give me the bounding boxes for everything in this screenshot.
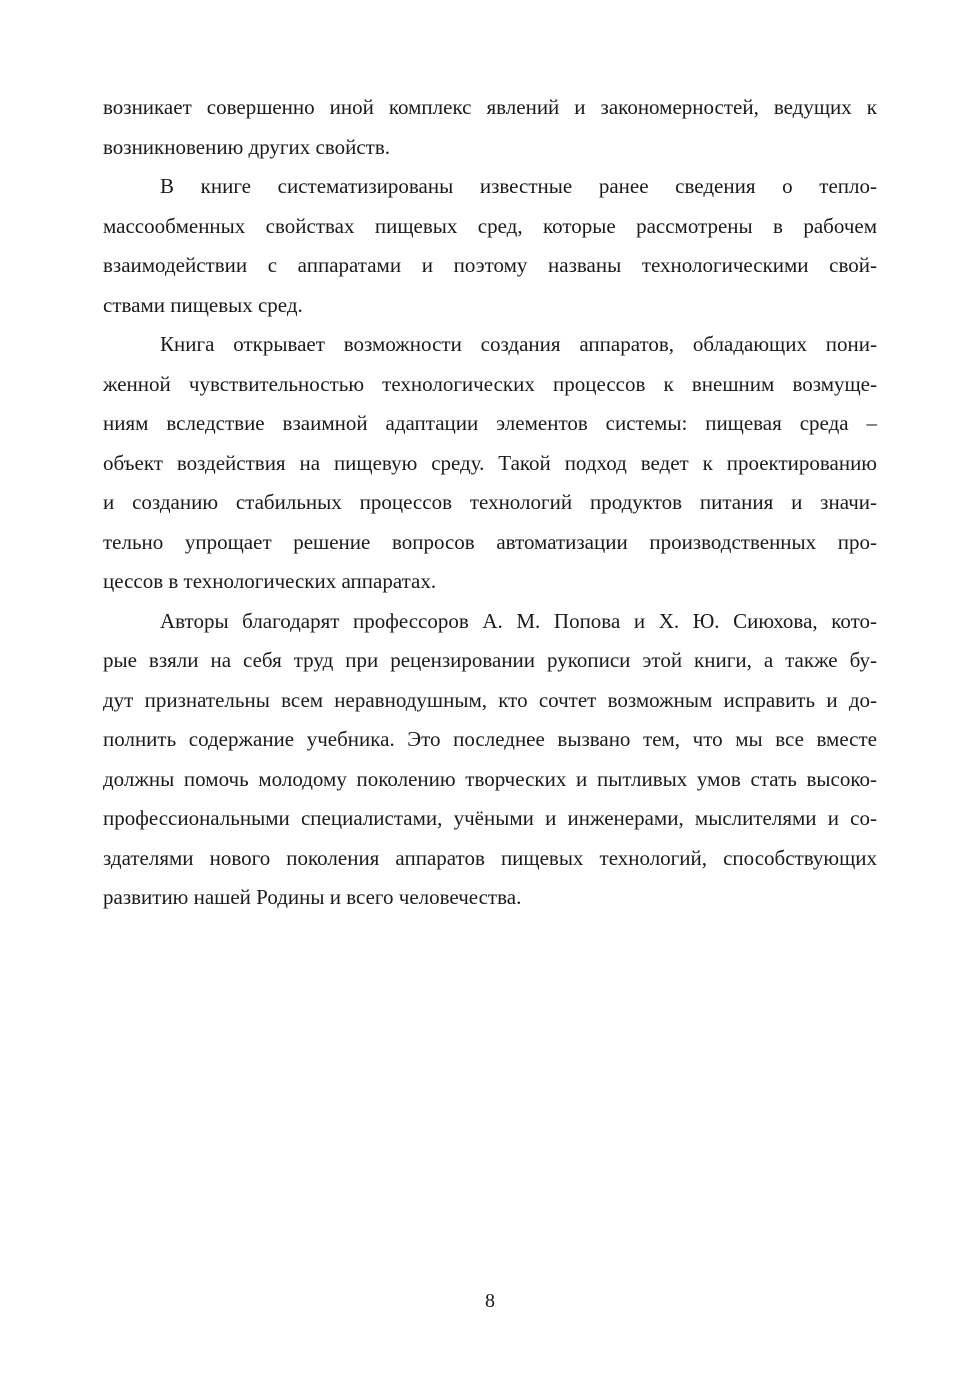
text-line: цессов в технологических аппаратах.: [103, 569, 437, 593]
paragraph-1: [103, 88, 877, 167]
paragraph-2: [103, 167, 877, 325]
text-line: возникает совершенно иной комплекс явлений и закономерностей, ведущих к: [103, 95, 877, 119]
text-line: профессиональными специалистами, учёными и инженерами, мыслителями и со-: [103, 806, 877, 830]
paragraph-4: [103, 602, 877, 918]
text-line: здателями нового поколения аппаратов пищевых технологий, способствующих: [103, 845, 877, 870]
text-line: женной чувствительностью технологических процессов к внешним возмуще-: [103, 371, 877, 396]
text-line: тельно упрощает решение вопросов автоматизации производственных про-: [103, 529, 877, 554]
text-line: возникновению других свойств.: [103, 134, 391, 159]
text-line: рые взяли на себя труд при рецензировании рукописи этой книги, а также бу-: [103, 648, 877, 672]
text-line: Книга открывает возможности создания аппаратов, обладающих пони-: [160, 332, 877, 356]
text-line: объект воздействия на пищевую среду. Такой подход ведет к проектированию: [103, 450, 877, 475]
text-line: развитию нашей Родины и всего человечества.: [103, 885, 522, 909]
paragraph-3: [103, 325, 877, 602]
text-line: должны помочь молодому поколению творческих и пытливых умов стать высоко-: [103, 766, 877, 791]
text-line: массообменных свойствах пищевых сред, которые рассмотрены в рабочем: [103, 213, 877, 238]
body-text: [103, 88, 877, 918]
text-line: Авторы благодарят профессоров А. М. Попова и Х. Ю. Сиюхова, кото-: [160, 608, 877, 633]
text-line: взаимодействии с аппаратами и поэтому названы технологическими свой-: [103, 253, 877, 277]
page-number: 8: [485, 1290, 495, 1312]
text-line: ствами пищевых сред.: [103, 292, 303, 317]
text-line: дут признательны всем неравнодушным, кто сочтет возможным исправить и до-: [103, 687, 877, 712]
text-line: и созданию стабильных процессов технологий продуктов питания и значи-: [103, 490, 877, 514]
text-line: ниям вследствие взаимной адаптации элементов системы: пищевая среда –: [103, 411, 877, 435]
text-line: В книге систематизированы известные ранее сведения о тепло-: [160, 174, 877, 198]
text-line: полнить содержание учебника. Это последнее вызвано тем, что мы все вместе: [103, 727, 877, 751]
